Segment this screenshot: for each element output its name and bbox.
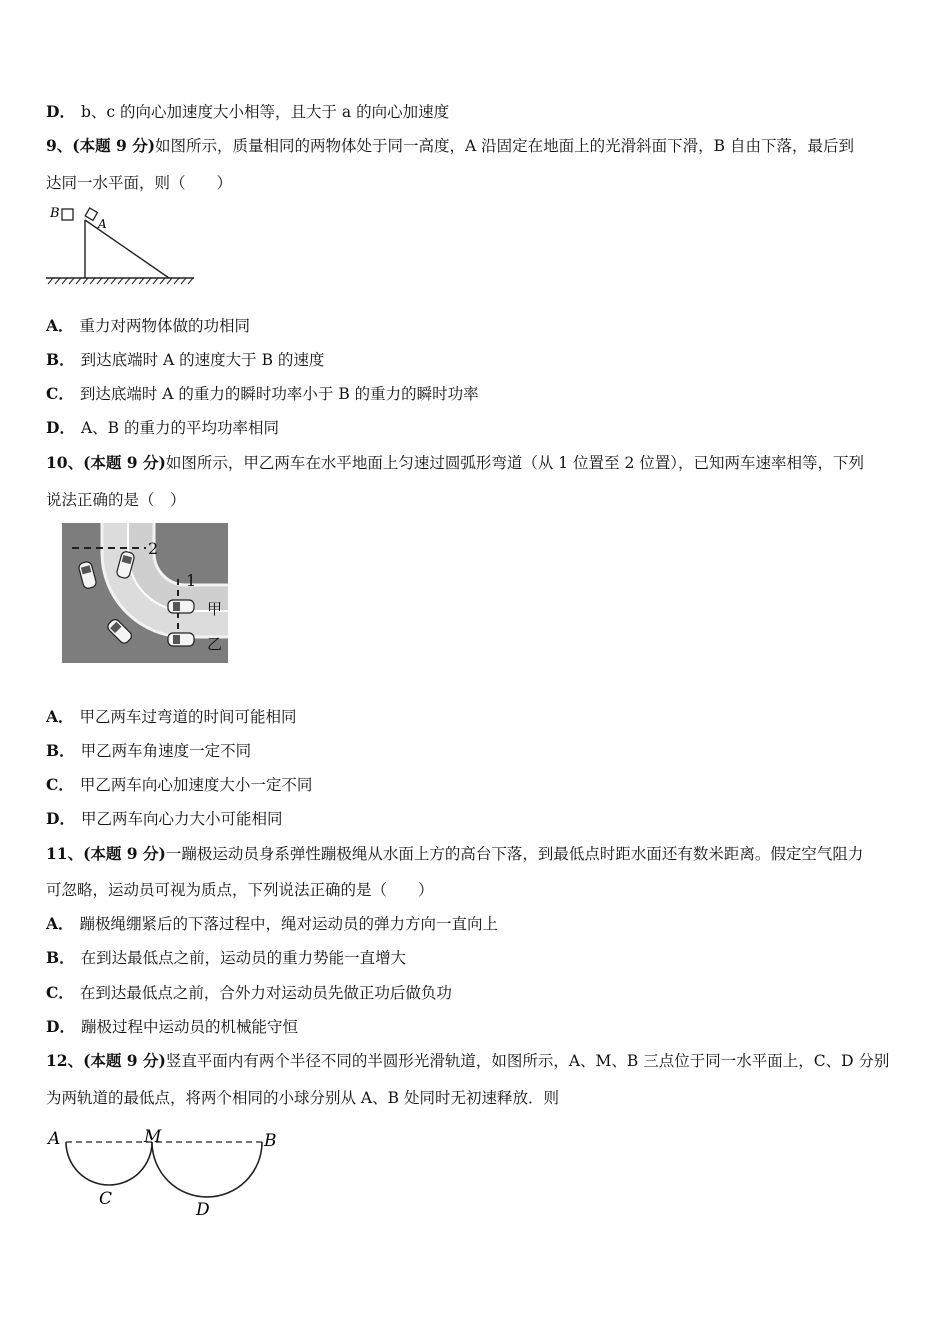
q12-stem-line2: 为两轨道的最低点，将两个相同的小球分别从 A、B 处同时无初速释放．则 bbox=[46, 1089, 559, 1107]
question-text: 如图所示，甲乙两车在水平地面上匀速过圆弧形弯道（从 1 位置至 2 位置），已知两车速率相等，下列 bbox=[165, 454, 865, 472]
question-number: 11、 bbox=[46, 844, 84, 863]
q12-stem-line1 bbox=[46, 1051, 889, 1071]
q11-stem-line1 bbox=[46, 844, 863, 864]
small-semicircle-track bbox=[66, 1142, 152, 1185]
car-yi-position-1 bbox=[168, 633, 194, 646]
incline-slope bbox=[85, 220, 169, 278]
question-points: (本题 9 分) bbox=[83, 1051, 166, 1070]
option-text: 甲乙两车向心加速度大小一定不同 bbox=[79, 776, 313, 794]
option-label: D． bbox=[46, 809, 75, 828]
option-text: 甲乙两车过弯道的时间可能相同 bbox=[79, 708, 297, 726]
q10-option-b bbox=[46, 741, 251, 761]
option-text: 甲乙两车角速度一定不同 bbox=[80, 742, 252, 760]
option-text: 重力对两物体做的功相同 bbox=[79, 317, 251, 335]
option-text: b、c 的向心加速度大小相等，且大于 a 的向心加速度 bbox=[80, 103, 450, 121]
option-label: B． bbox=[46, 350, 75, 369]
q8-option-d bbox=[46, 102, 449, 122]
question-points: (本题 9 分) bbox=[83, 844, 166, 863]
label-a: A bbox=[98, 217, 107, 231]
question-points: (本题 9 分) bbox=[83, 453, 166, 472]
option-label: D． bbox=[46, 418, 75, 437]
question-points: (本题 9 分) bbox=[72, 136, 156, 155]
option-text: 甲乙两车向心力大小可能相同 bbox=[80, 810, 283, 828]
option-text: 在到达最低点之前，运动员的重力势能一直增大 bbox=[80, 949, 407, 967]
option-text: 到达底端时 A 的速度大于 B 的速度 bbox=[80, 351, 325, 369]
option-label: A． bbox=[46, 914, 74, 933]
question-number: 10、 bbox=[46, 453, 84, 472]
label-d: D bbox=[196, 1200, 210, 1220]
q11-stem-line2: 可忽略，运动员可视为质点，下列说法正确的是（ ） bbox=[46, 881, 434, 899]
label-yi: 乙 bbox=[207, 635, 223, 653]
label-b: B bbox=[50, 206, 60, 221]
option-text: A、B 的重力的平均功率相同 bbox=[80, 419, 279, 437]
option-text: 蹦极过程中运动员的机械能守恒 bbox=[80, 1018, 298, 1036]
q10-curve-road-figure bbox=[62, 523, 228, 663]
label-b: B bbox=[264, 1131, 277, 1151]
option-label: B． bbox=[46, 741, 75, 760]
option-label: D． bbox=[46, 1017, 75, 1036]
q10-option-a bbox=[46, 707, 297, 727]
question-text: 如图所示，质量相同的两物体处于同一高度，A 沿固定在地面上的光滑斜面下滑，B 自由下落，最后到 bbox=[155, 137, 854, 155]
label-m: M bbox=[144, 1127, 162, 1147]
question-text: 竖直平面内有两个半径不同的半圆形光滑轨道，如图所示，A、M、B 三点位于同一水平面上，C、D 分别 bbox=[165, 1052, 890, 1070]
q9-stem-line1 bbox=[46, 136, 854, 156]
q10-stem-line2: 说法正确的是（ ） bbox=[46, 491, 186, 509]
q10-option-d bbox=[46, 809, 282, 829]
q11-option-a bbox=[46, 914, 498, 934]
option-text: 在到达最低点之前，合外力对运动员先做正功后做负功 bbox=[79, 984, 452, 1002]
q9-option-b bbox=[46, 350, 324, 370]
option-label: D． bbox=[46, 102, 75, 121]
option-label: B． bbox=[46, 948, 75, 967]
car-jia-position-1 bbox=[168, 600, 194, 613]
q9-option-c bbox=[46, 384, 479, 404]
q10-stem-line1 bbox=[46, 453, 864, 473]
large-semicircle-track bbox=[152, 1142, 262, 1197]
q11-option-b bbox=[46, 948, 406, 968]
q12-semicircle-figure bbox=[44, 1120, 294, 1225]
q9-incline-figure bbox=[44, 200, 204, 290]
label-c: C bbox=[99, 1189, 113, 1209]
question-number: 12、 bbox=[46, 1051, 84, 1070]
question-number: 9、 bbox=[46, 136, 73, 155]
option-label: C． bbox=[46, 775, 74, 794]
q9-option-d bbox=[46, 418, 279, 438]
option-label: A． bbox=[46, 707, 74, 726]
option-text: 到达底端时 A 的重力的瞬时功率小于 B 的重力的瞬时功率 bbox=[79, 385, 479, 403]
label-jia: 甲 bbox=[207, 600, 223, 618]
q9-stem-line2: 达同一水平面，则（ ） bbox=[46, 174, 233, 192]
q11-option-c bbox=[46, 983, 452, 1003]
label-1: 1 bbox=[186, 571, 197, 590]
option-text: 蹦极绳绷紧后的下落过程中，绳对运动员的弹力方向一直向上 bbox=[79, 915, 499, 933]
q10-option-c bbox=[46, 775, 312, 795]
q9-option-a bbox=[46, 316, 250, 336]
question-text: 一蹦极运动员身系弹性蹦极绳从水面上方的高台下落，到最低点时距水面还有数米距离。假定空气阻力 bbox=[165, 845, 864, 863]
option-label: C． bbox=[46, 983, 74, 1002]
block-a bbox=[85, 208, 97, 220]
label-a: A bbox=[48, 1129, 61, 1149]
option-label: A． bbox=[46, 316, 74, 335]
ground-hatching bbox=[48, 278, 193, 284]
label-2: 2 bbox=[148, 539, 159, 558]
block-b bbox=[62, 209, 73, 220]
q11-option-d bbox=[46, 1017, 298, 1037]
option-label: C． bbox=[46, 384, 74, 403]
